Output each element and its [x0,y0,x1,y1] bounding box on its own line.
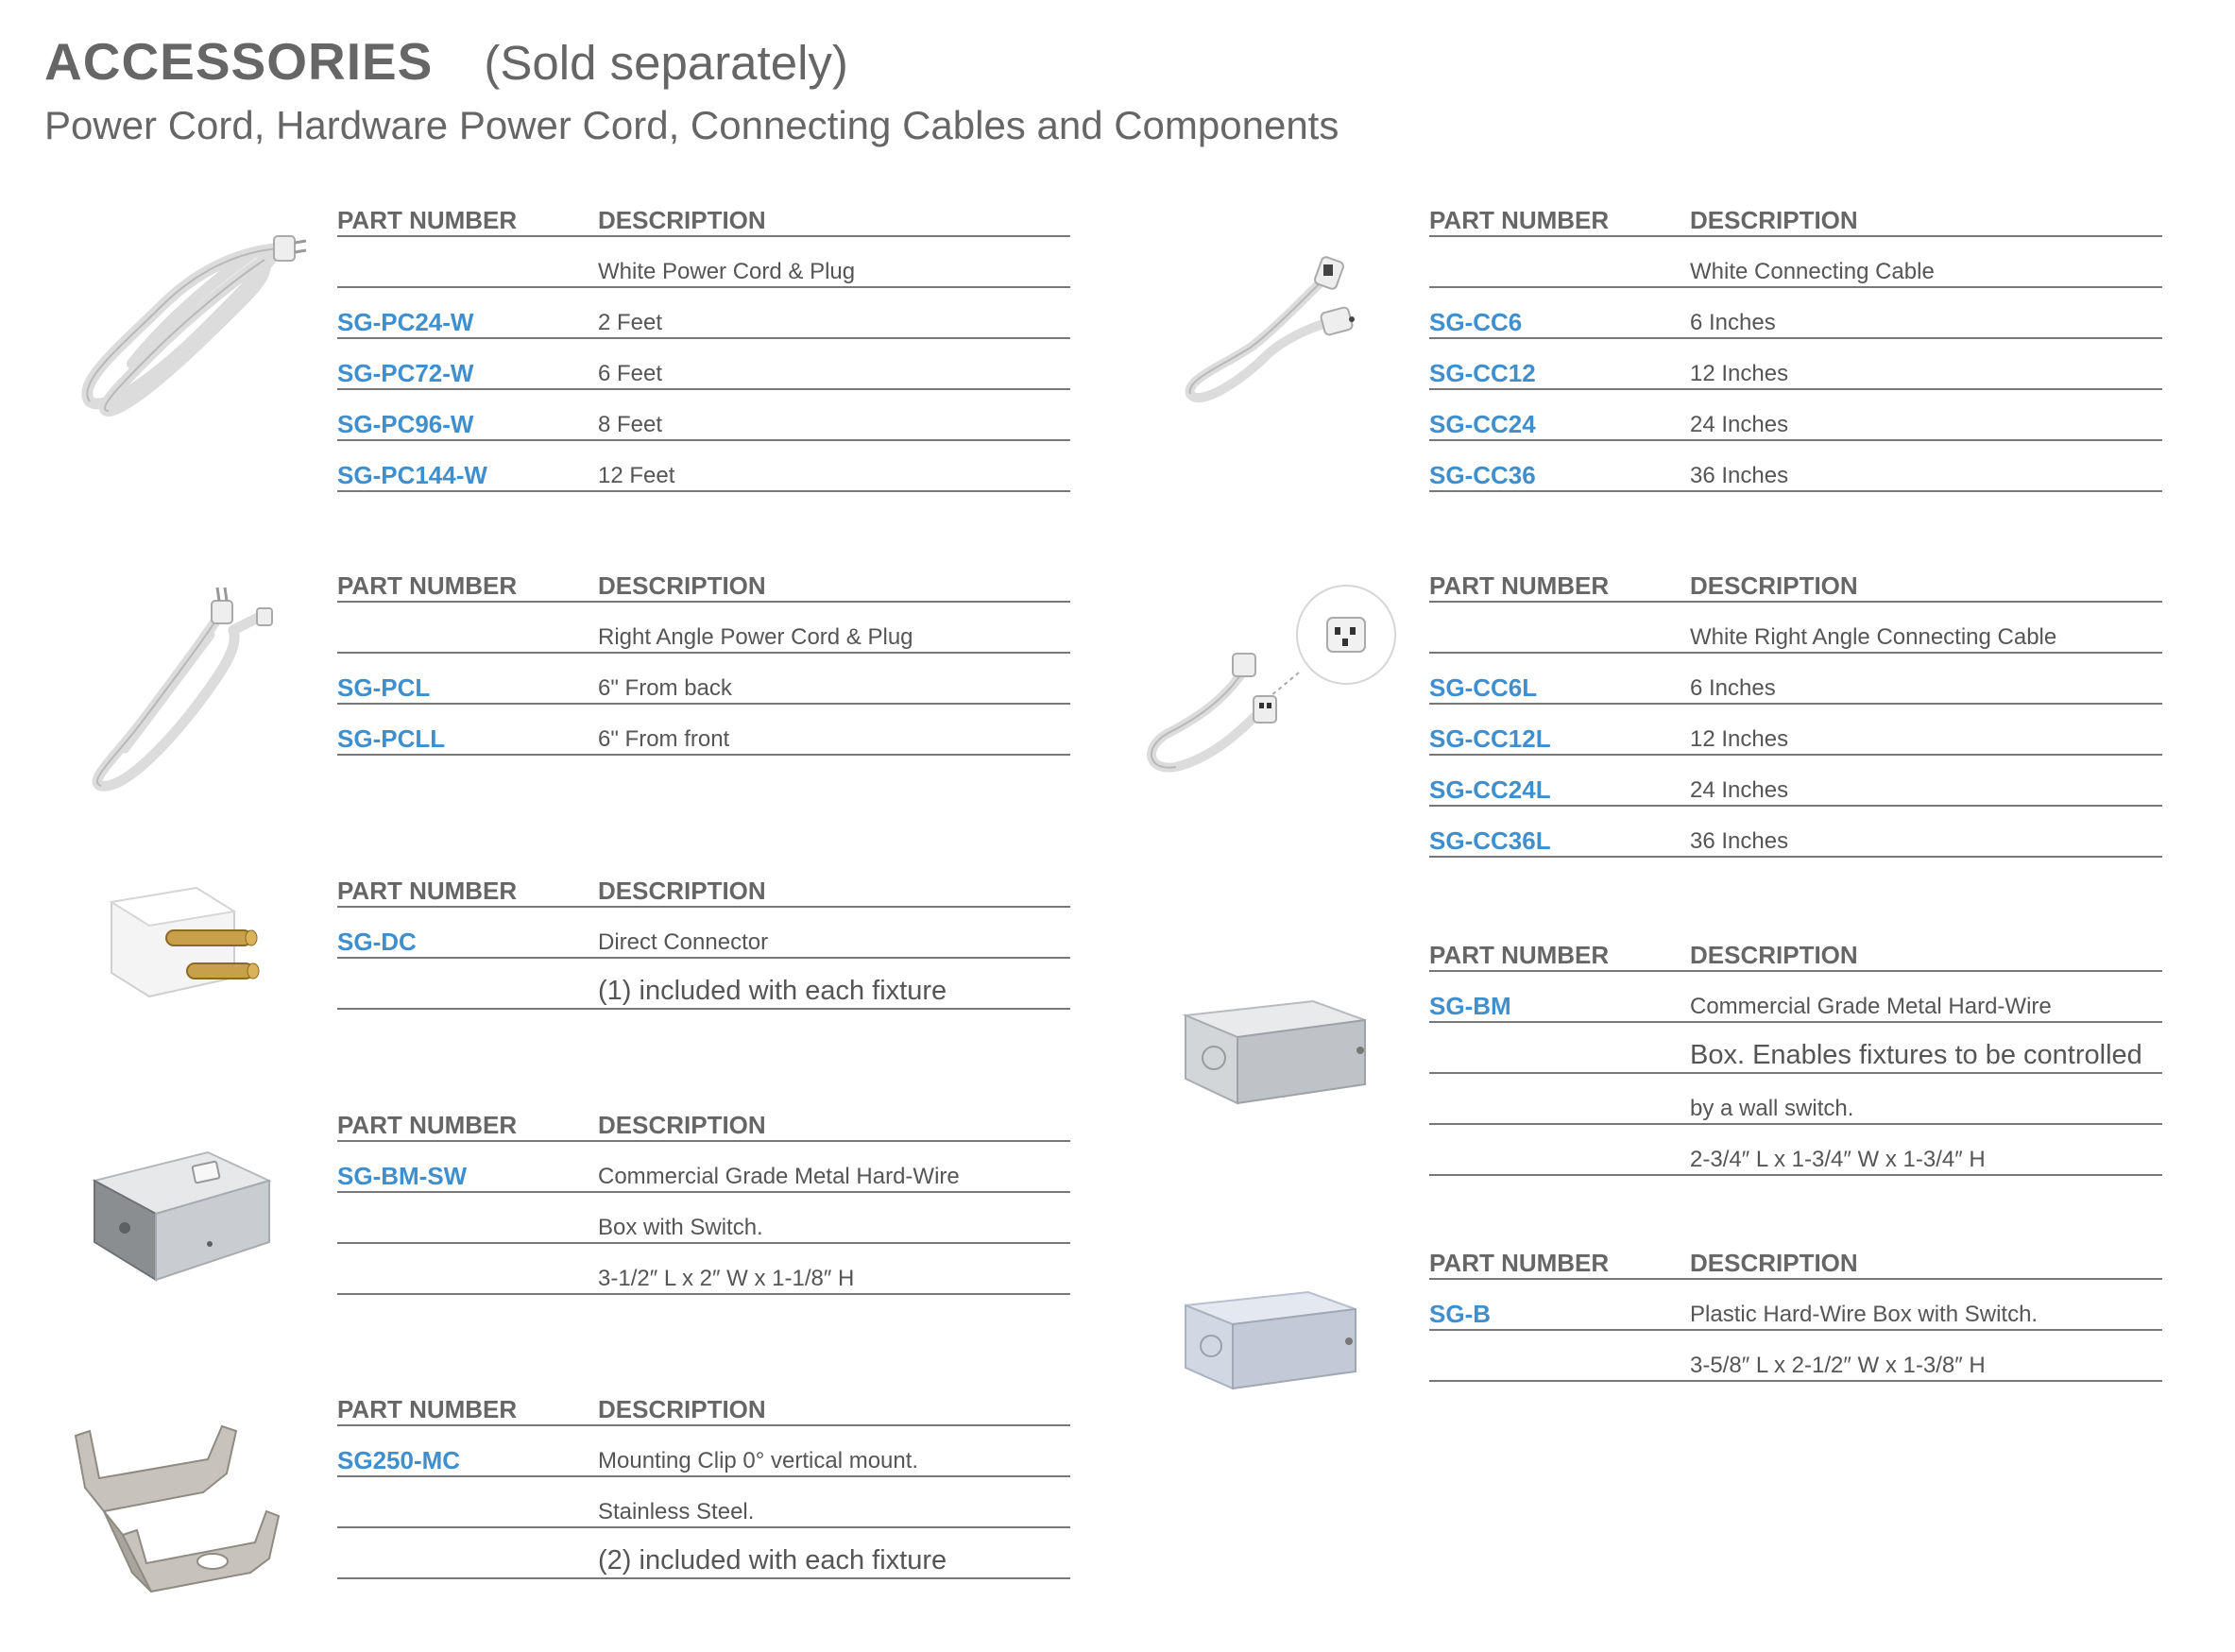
table-row [1429,1023,2162,1074]
table-row [1429,1074,2162,1125]
description-header: DESCRIPTION [598,877,766,905]
part-number: SG-B [1429,1300,1491,1328]
table-row [337,1244,1070,1295]
plastic-box-image [1181,1285,1360,1393]
table-row [1429,390,2162,441]
table-header-row [337,857,1070,908]
description: 36 Inches [1690,828,1789,854]
table-row [1429,807,2162,858]
description: 6 Feet [598,361,663,386]
table-header-row [337,1375,1070,1426]
page-header [44,32,1339,148]
table-header-row [337,1091,1070,1142]
included-note: (2) included with each fixture [598,1545,947,1575]
table-row [337,1477,1070,1528]
right-angle-cord-table [337,552,1070,756]
direct-connector-table [337,857,1070,1010]
description: Plastic Hard-Wire Box with Switch. [1690,1302,2039,1327]
description-header: DESCRIPTION [598,1111,766,1139]
description: Commercial Grade Metal Hard-Wire [598,1164,960,1189]
description: Box with Switch. [598,1215,763,1240]
part-number-header: PART NUMBER [337,877,518,905]
table-row [1429,1280,2162,1331]
description: Mounting Clip 0° vertical mount. [598,1448,919,1473]
included-note: (1) included with each fixture [598,976,947,1006]
table-header-row [1429,921,2162,972]
part-number-header: PART NUMBER [337,571,518,600]
part-number-header: PART NUMBER [337,1111,518,1139]
description: 12 Inches [1690,361,1789,386]
part-number: SG-CC12 [1429,359,1536,387]
table-row [337,441,1070,492]
metal-box-switch-image [85,1138,274,1289]
part-number: SG-CC6 [1429,308,1523,336]
table-row [1429,654,2162,705]
description: Stainless Steel. [598,1499,755,1524]
part-number: SG-PC144-W [337,461,487,489]
table-row [1429,756,2162,807]
description: 8 Feet [598,412,663,437]
table-row [337,705,1070,756]
table-intro-row [1429,237,2162,288]
table-row [337,1193,1070,1244]
description: 6 Inches [1690,675,1776,701]
plastic-box-table [1429,1229,2162,1382]
description: Commercial Grade Metal Hard-Wire [1690,994,2052,1019]
part-number: SG-CC12L [1429,724,1551,753]
dimensions: 2-3/4″ L x 1-3/4″ W x 1-3/4″ H [1690,1147,1986,1172]
part-number-header: PART NUMBER [1429,1249,1610,1277]
mounting-clip-table [337,1375,1070,1579]
description-header: DESCRIPTION [1690,941,1858,969]
description: 12 Feet [598,463,675,488]
power-cord-table [337,186,1070,492]
description-header: DESCRIPTION [598,206,766,234]
table-row [337,390,1070,441]
intro-description: White Connecting Cable [1690,259,1935,284]
table-header-row [337,552,1070,603]
table-header-row [1429,552,2162,603]
part-number-header: PART NUMBER [1429,206,1610,234]
dimensions: 3-5/8″ L x 2-1/2″ W x 1-3/8″ H [1690,1353,1986,1378]
table-row [337,1142,1070,1193]
dimensions: 3-1/2″ L x 2″ W x 1-1/8″ H [598,1266,855,1291]
description: 36 Inches [1690,463,1789,488]
metal-box-switch-table [337,1091,1070,1295]
part-number: SG-DC [337,928,417,956]
description-header: DESCRIPTION [598,1395,766,1423]
part-number: SG-CC36L [1429,826,1551,855]
table-row [337,339,1070,390]
part-number: SG-PCLL [337,724,446,753]
metal-box-table [1429,921,2162,1176]
description: 24 Inches [1690,412,1789,437]
table-row [1429,441,2162,492]
description-header: DESCRIPTION [1690,571,1858,600]
part-number: SG-PC96-W [337,410,474,438]
connecting-cable-image [1176,247,1374,408]
description: 6 Inches [1690,310,1776,335]
part-number-header: PART NUMBER [1429,941,1610,969]
mounting-clip-image [66,1422,283,1610]
part-number: SG-PC24-W [337,308,474,336]
description: 2 Feet [598,310,663,335]
part-number: SG-CC36 [1429,461,1536,489]
connecting-cable-table [1429,186,2162,492]
intro-description: White Power Cord & Plug [598,259,856,284]
table-row [1429,1125,2162,1176]
table-row [337,654,1070,705]
part-number: SG-BM [1429,992,1511,1020]
title-line [44,32,1339,91]
description-header: DESCRIPTION [1690,206,1858,234]
part-number: SG-CC24 [1429,410,1536,438]
table-row [337,908,1070,959]
title-note: (Sold separately) [484,36,848,90]
page-title: ACCESSORIES [44,32,434,91]
table-row [1429,1331,2162,1382]
page-subtitle: Power Cord, Hardware Power Cord, Connecting Cables and Components [44,103,1339,147]
right-angle-cable-image [1138,578,1403,795]
table-row [1429,339,2162,390]
table-row [337,1426,1070,1477]
metal-box-image [1181,992,1370,1110]
intro-description: Right Angle Power Cord & Plug [598,624,913,650]
table-intro-row [337,603,1070,654]
table-header-row [337,186,1070,237]
part-number: SG-CC24L [1429,775,1551,804]
part-number-header: PART NUMBER [1429,571,1610,600]
part-number-header: PART NUMBER [337,1395,518,1423]
table-row [1429,288,2162,339]
table-row [1429,972,2162,1023]
description: 6" From back [598,675,732,701]
table-row [337,288,1070,339]
description: 12 Inches [1690,726,1789,752]
table-note-row [337,959,1070,1010]
right-angle-cord-image [68,578,314,795]
power-cord-image [66,222,312,420]
table-note-row [337,1528,1070,1579]
direct-connector-image [93,874,272,1015]
part-number-header: PART NUMBER [337,206,518,234]
part-number: SG-PCL [337,673,431,702]
table-intro-row [337,237,1070,288]
part-number: SG250-MC [337,1446,461,1474]
table-header-row [1429,186,2162,237]
description-header: DESCRIPTION [1690,1249,1858,1277]
description: Direct Connector [598,929,769,955]
table-row [1429,705,2162,756]
part-number: SG-CC6L [1429,673,1538,702]
part-number: SG-BM-SW [337,1162,468,1190]
table-intro-row [1429,603,2162,654]
table-header-row [1429,1229,2162,1280]
description: Box. Enables fixtures to be controlled [1690,1040,2142,1070]
right-angle-cable-table [1429,552,2162,858]
description-header: DESCRIPTION [598,571,766,600]
description: 6" From front [598,726,730,752]
intro-description: White Right Angle Connecting Cable [1690,624,2057,650]
description: 24 Inches [1690,777,1789,803]
part-number: SG-PC72-W [337,359,474,387]
description: by a wall switch. [1690,1096,1854,1121]
